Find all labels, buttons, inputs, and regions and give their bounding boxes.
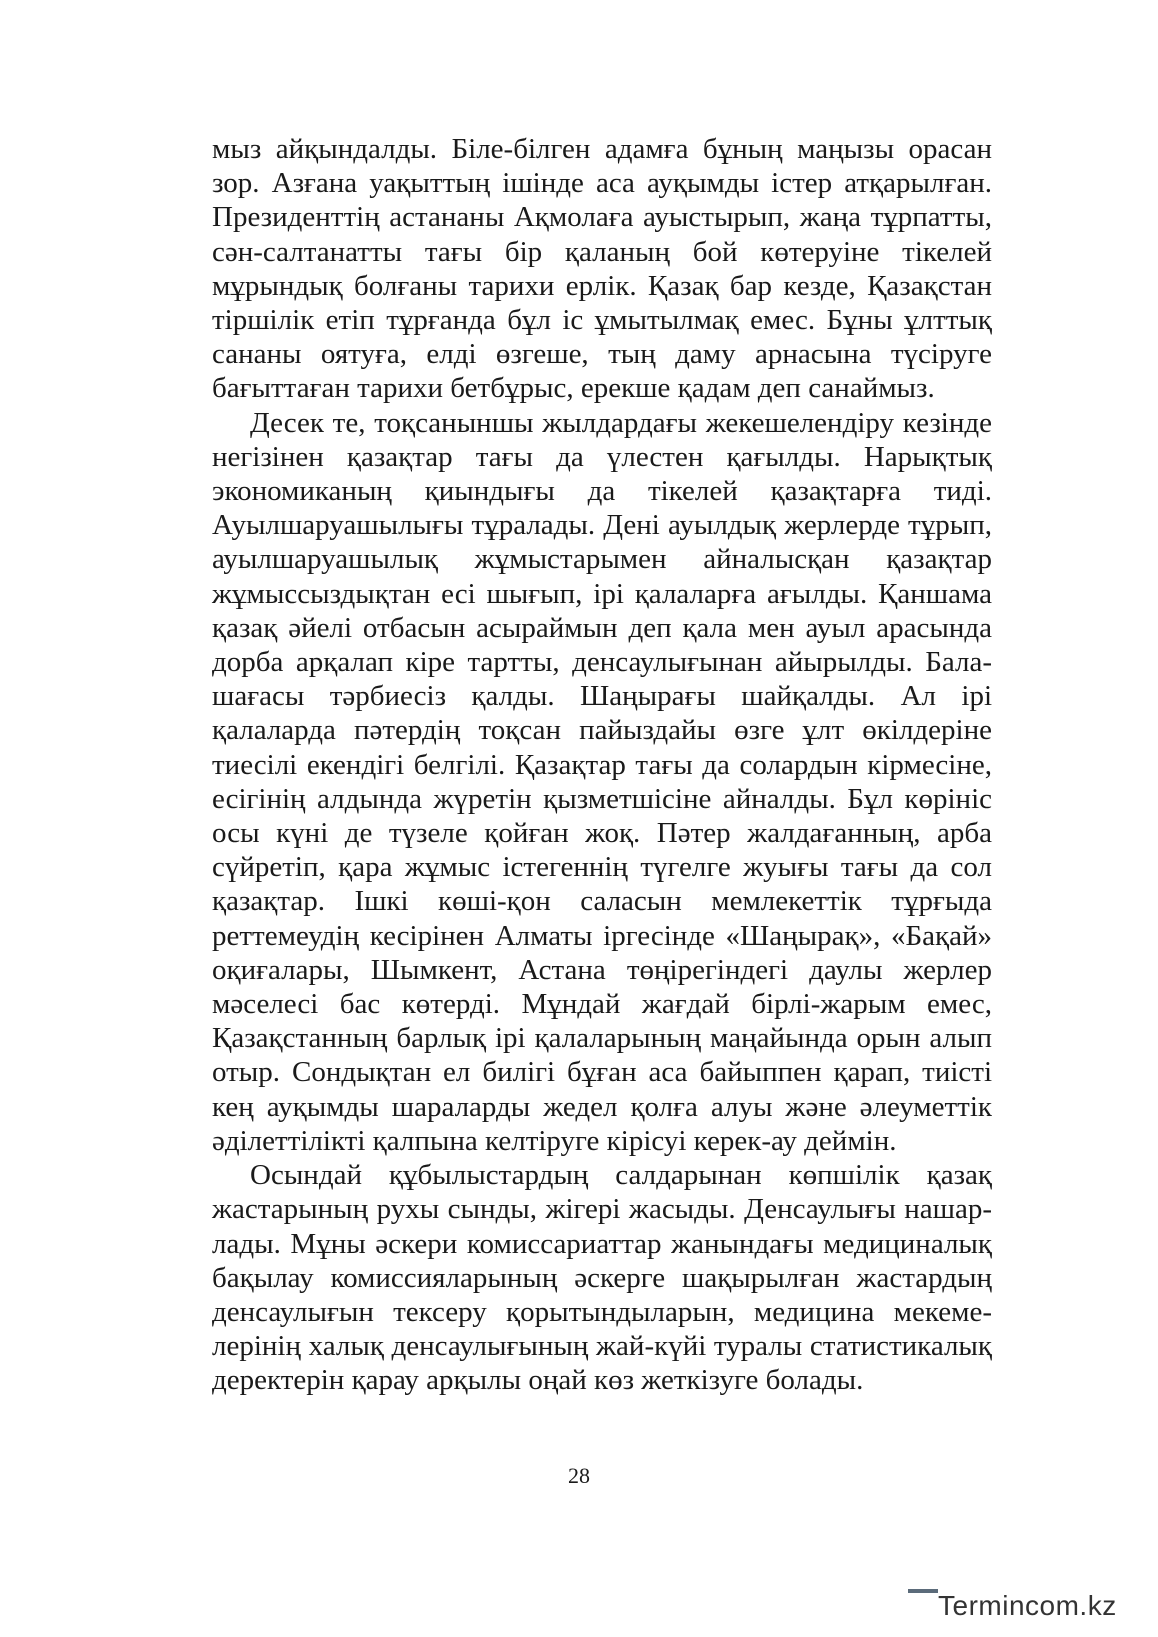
paragraph: Десек те, тоқсаныншы жылдардағы жекешелендіру кезінде негізінен қазақтар тағы да үлестен қағылды. Нарықтық экономиканың қиындығы да тікелей қазақтарға тиді. Ауылшаруашылығы тұралады. Дені ауылдық жерлерде тұрып, ауылшаруашылық жұмыстарымен айналысқан қазақтар жұмыссыздықтан есі шығып, ірі қалаларға ағылды. Қаншама қазақ әйелі отбасын асыраймын деп қала мен ауыл арасында дорба арқалап кіре тартты, денсаулығынан айырылды. Балашағасы тәрбиесіз қалды. Шаңырағы шайқалды. Ал ірі қалаларда пәтердің тоқсан пайыздайы өзге ұлт өкілдеріне тиесілі екендігі белгілі. Қазақтар тағы да солардын кірмесіне, есігінің алдында жүретін қызметшісіне айналды. Бұл көрініс осы күні де түзеле қойған жоқ. Пәтер жалдағанның, арба сүйретіп, қара жұмыс істегеннің түгелге жуығы тағы да сол қазақтар. Ішкі көші-қон саласын мемлекеттік тұрғыда реттемеудің кесірінен Алматы іргесінде «Шаңырақ», «Бақай» оқиғалары, Шымкент, Астана төңірегіндегі даулы жерлер мәселесі бас көтерді. Мұндай жағдай бірлі-жарым емес, Қазақстанның барлық ірі қалаларының маңайында орын алып отыр. Сондықтан ел билігі бұған аса байыппен қарап, тиісті кең ауқымды шараларды жедел қолға алуы және әлеуметтік әділеттілікті қалпына келтіруге кірісуі керек-ау деймін. [212, 406, 992, 1157]
paragraph: Осындай құбылыстардың салдарынан көпшілік қазақ жастарының рухы сынды, жігері жасыды. Денсаулығы нашарлады. Мұны әскери комиссариаттар жанындағы медициналық бақылау комиссияларының әскерге шақырылған жастардың денсаулығын тексеру қорытындыларын, медицина мекемелерінің халық денсаулығының жай-күйі туралы статистикалық деректерін қарау арқылы оңай көз жеткізуге болады. [212, 1159, 992, 1397]
page-number: 28 [568, 1463, 590, 1488]
site-watermark [914, 1583, 1134, 1627]
body-text [212, 132, 992, 1398]
paragraph-continuation: мыз айқындалды. Біле-білген адамға бұның маңызы орасан зор. Азғана уақыттың ішінде аса ауқымды істер атқарылған. Президенттің астананы Ақмолаға ауыстырып, жаңа тұрпатты, сән-салтанатты тағы бір қаланың бой көтеруіне тікелей мұрындық болғаны тарихи ерлік. Қазақ бар кезде, Қазақстан тіршілік етіп тұрғанда бұл іс ұмытылмақ емес. Бұны ұлттық сананы оятуға, елді өзгеше, тың даму арнасына түсіруге бағыттаған тарихи бетбұрыс, ерекше қадам деп санаймыз. [212, 133, 992, 405]
watermark-text: Termincom.kz [938, 1590, 1117, 1621]
